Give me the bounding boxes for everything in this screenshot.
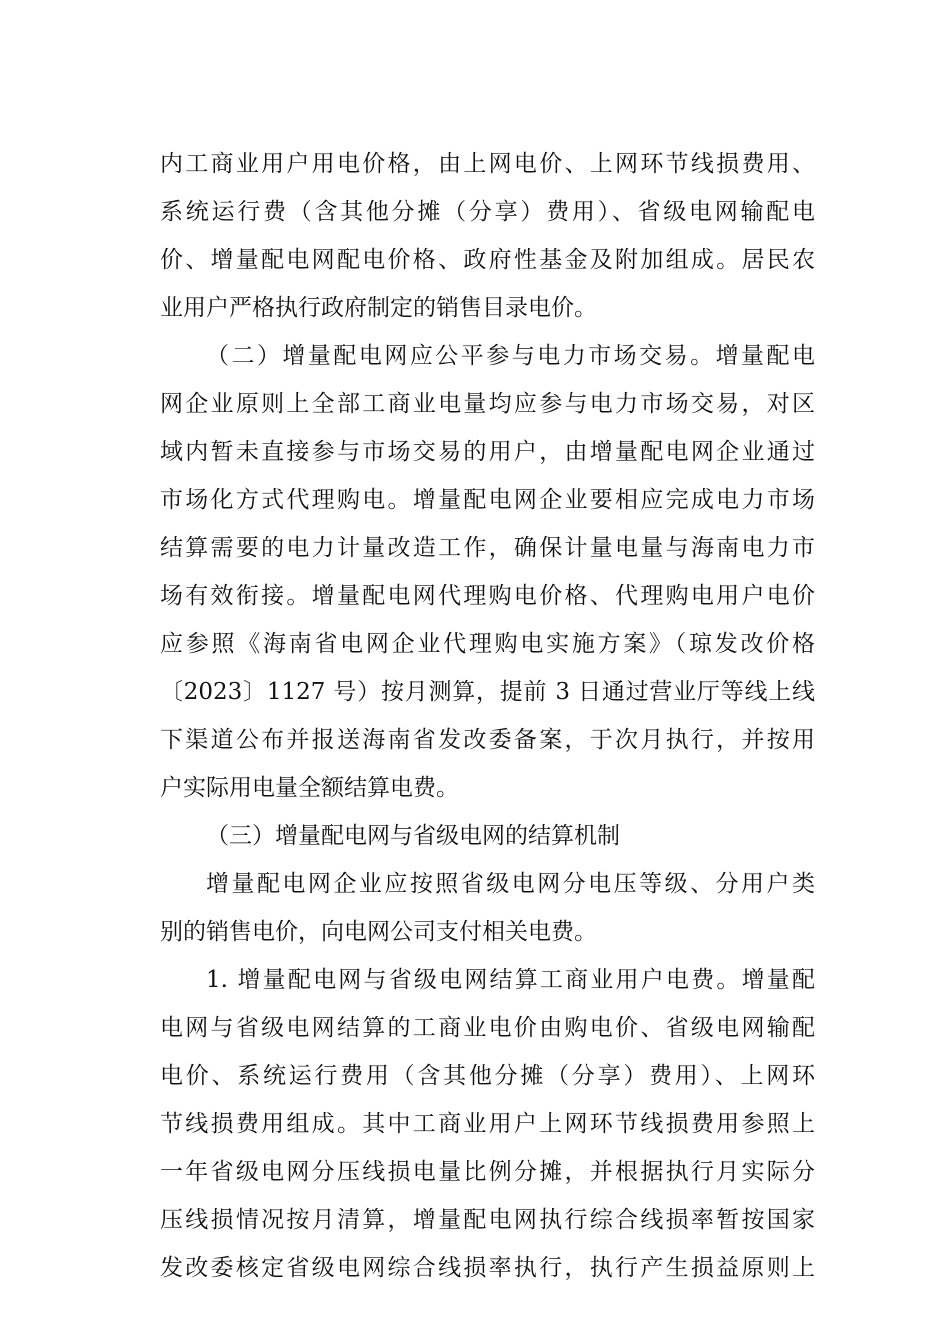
text-line: 系统运行费（含其他分摊（分享）费用）、省级电网输配电 [160, 199, 815, 225]
text-line: 下渠道公布并报送海南省发改委备案，于次月执行，并按用 [160, 727, 815, 753]
text-line: 增量配电网企业应按照省级电网分电压等级、分用户类 [206, 871, 815, 897]
text-line: 内工商业用户用电价格，由上网电价、上网环节线损费用、 [160, 151, 815, 177]
text-line: 电网与省级电网结算的工商业电价由购电价、省级电网输配 [160, 1015, 815, 1041]
paragraph-4 [160, 860, 815, 956]
document-body [160, 140, 815, 1292]
paragraph-5 [160, 956, 815, 1292]
text-line: （二）增量配电网应公平参与电力市场交易。增量配电 [206, 343, 815, 369]
text-line: 结算需要的电力计量改造工作，确保计量电量与海南电力市 [160, 535, 815, 561]
text-line: （三）增量配电网与省级电网的结算机制 [206, 823, 620, 849]
text-line: 场有效衔接。增量配电网代理购电价格、代理购电用户电价 [160, 583, 815, 609]
section-heading [160, 812, 815, 860]
text-line: 一年省级电网分压线损电量比例分摊，并根据执行月实际分 [160, 1159, 815, 1185]
text-line: 市场化方式代理购电。增量配电网企业要相应完成电力市场 [160, 487, 815, 513]
text-line: 节线损费用组成。其中工商业用户上网环节线损费用参照上 [160, 1111, 815, 1137]
text-line: 压线损情况按月清算，增量配电网执行综合线损率暂按国家 [160, 1207, 815, 1233]
text-line: 网企业原则上全部工商业电量均应参与电力市场交易，对区 [160, 391, 815, 417]
text-line: 价、增量配电网配电价格、政府性基金及附加组成。居民农 [160, 247, 815, 273]
text-line: 业用户严格执行政府制定的销售目录电价。 [160, 295, 597, 321]
paragraph-1 [160, 140, 815, 332]
text-line: 发改委核定省级电网综合线损率执行，执行产生损益原则上 [160, 1255, 815, 1281]
text-line: 1. 增量配电网与省级电网结算工商业用户电费。增量配 [206, 967, 815, 993]
text-line: 应参照《海南省电网企业代理购电实施方案》（琼发改价格 [160, 631, 815, 657]
text-line: 电价、系统运行费用（含其他分摊（分享）费用）、上网环 [160, 1063, 815, 1089]
text-line: 域内暂未直接参与市场交易的用户，由增量配电网企业通过 [160, 439, 815, 465]
text-line: 户实际用电量全额结算电费。 [160, 775, 459, 801]
text-line: 〔2023〕1127 号）按月测算，提前 3 日通过营业厅等线上线 [160, 679, 815, 705]
text-line: 别的销售电价，向电网公司支付相关电费。 [160, 919, 597, 945]
paragraph-2 [160, 332, 815, 812]
